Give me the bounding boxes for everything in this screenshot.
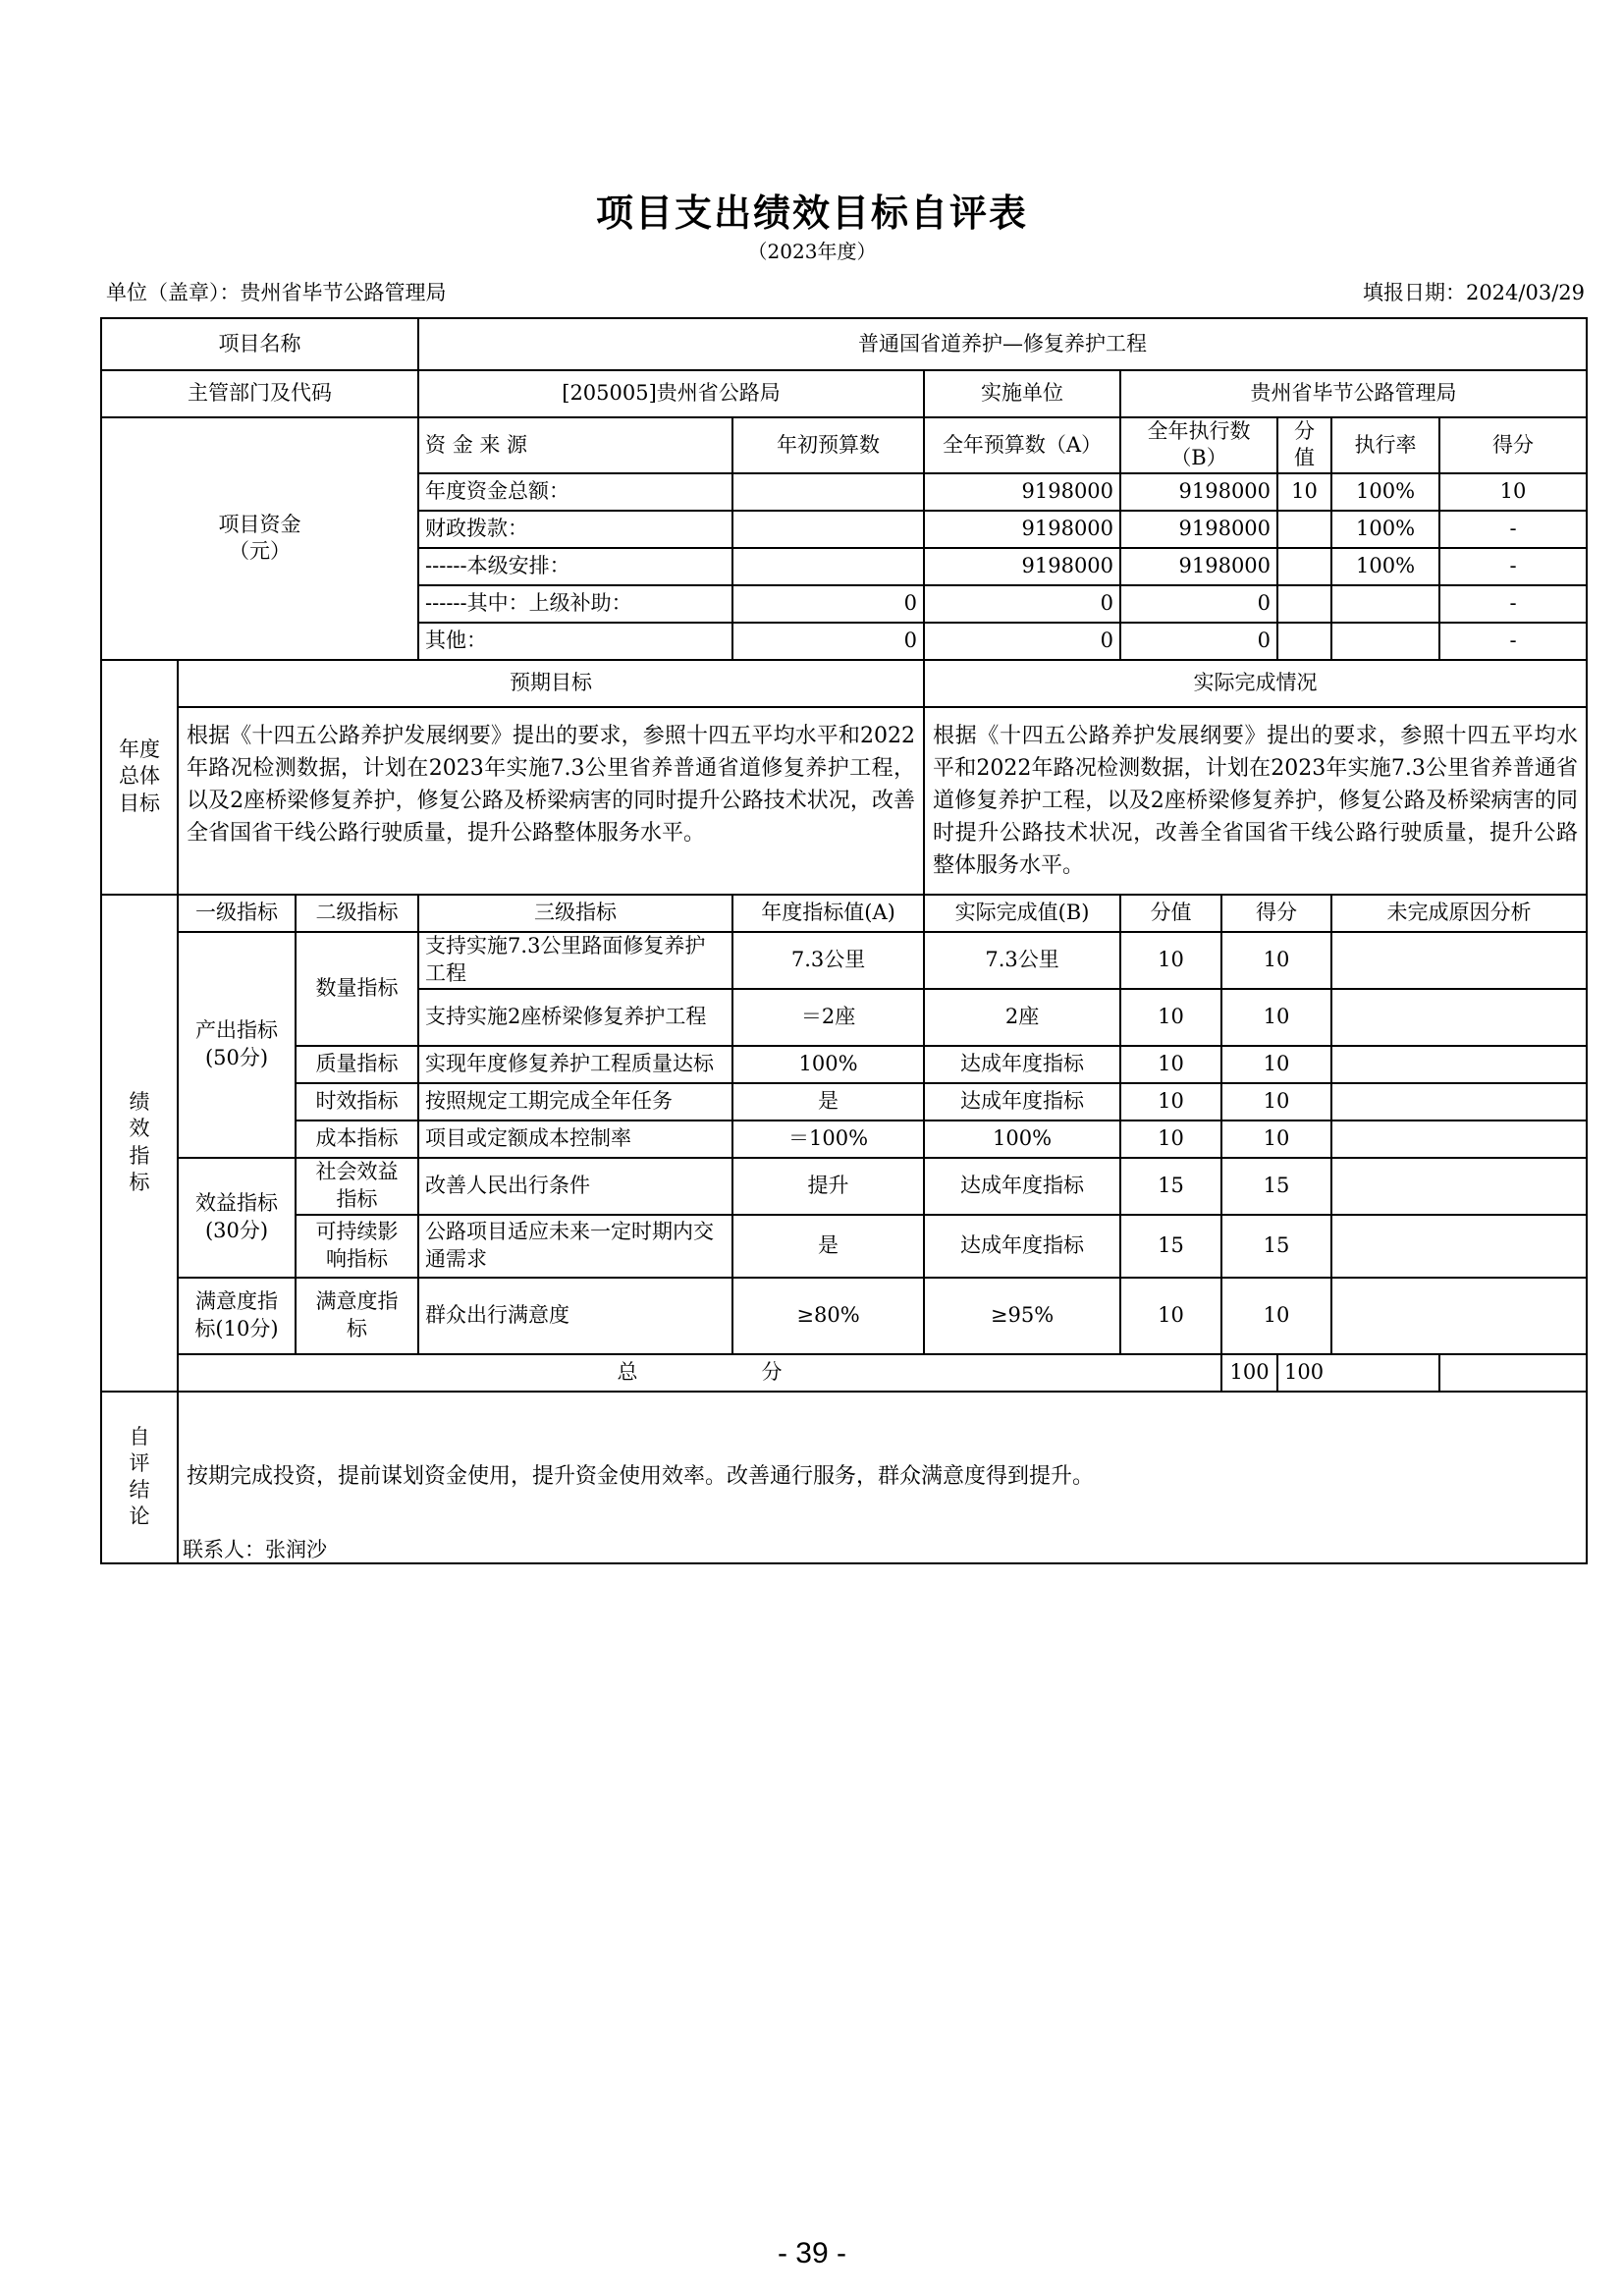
- funds-budget: 9198000: [924, 548, 1120, 585]
- indicator-weight: 10: [1120, 1083, 1221, 1121]
- indicator-row: [101, 1158, 1587, 1215]
- indicator-actual: 达成年度指标: [924, 1046, 1120, 1083]
- indicator-actual: 100%: [924, 1121, 1120, 1158]
- ind-header-level2: 二级指标: [296, 895, 418, 932]
- indicator-score: 10: [1221, 989, 1331, 1046]
- funds-executed: 9198000: [1120, 473, 1277, 511]
- indicator-row: [101, 1278, 1587, 1354]
- indicator-score: 10: [1221, 1121, 1331, 1158]
- indicator-weight: 10: [1120, 932, 1221, 989]
- indicator-target: 7.3公里: [732, 932, 924, 989]
- indicator-reason: [1331, 1046, 1587, 1083]
- indicator-score: 10: [1221, 1046, 1331, 1083]
- funds-header-score: 得分: [1439, 417, 1587, 473]
- indicator-score: 10: [1221, 932, 1331, 989]
- indicator-reason: [1331, 932, 1587, 989]
- ind-header-reason: 未完成原因分析: [1331, 895, 1587, 932]
- level1-output: 产出指标 (50分): [178, 932, 296, 1158]
- total-score: 100: [1277, 1354, 1439, 1392]
- ind-header-weight: 分值: [1120, 895, 1221, 932]
- expected-goal-text: 根据《十四五公路养护发展纲要》提出的要求，参照十四五平均水平和2022年路况检测数据，计划在2023年实施7.3公里省养普通省道修复养护工程，以及2座桥梁修复养护，修复公路及桥梁病害的同时提升公路技术状况，改善全省国省干线公路行驶质量，提升公路整体服务水平。: [178, 707, 924, 895]
- total-label: 总 分: [178, 1354, 1221, 1392]
- ind-header-actual: 实际完成值(B): [924, 895, 1120, 932]
- indicator-row: [101, 1083, 1587, 1121]
- level2-sustainable: 可持续影 响指标: [296, 1215, 418, 1278]
- funds-weight: 10: [1277, 473, 1331, 511]
- indicator-weight: 10: [1120, 1046, 1221, 1083]
- funds-label: 项目资金 （元）: [101, 417, 418, 660]
- funds-rate: [1331, 623, 1439, 660]
- indicator-target: 提升: [732, 1158, 924, 1215]
- funds-header-weight: 分值: [1277, 417, 1331, 473]
- indicator-target: 是: [732, 1215, 924, 1278]
- funds-rate: [1331, 585, 1439, 623]
- indicator-row: [101, 1121, 1587, 1158]
- level2-social: 社会效益 指标: [296, 1158, 418, 1215]
- funds-budget: 0: [924, 585, 1120, 623]
- indicator-score: 15: [1221, 1215, 1331, 1278]
- funds-rate: 100%: [1331, 473, 1439, 511]
- conclusion-label: 自 评 结 论: [101, 1392, 178, 1563]
- funds-source: ------本级安排：: [418, 548, 732, 585]
- report-date: 填报日期：2024/03/29: [1362, 281, 1585, 304]
- funds-weight: [1277, 511, 1331, 548]
- level3-indicator: 支持实施2座桥梁修复养护工程: [418, 989, 732, 1046]
- total-reason: [1439, 1354, 1587, 1392]
- indicator-row: [101, 1215, 1587, 1278]
- funds-score: 10: [1439, 473, 1587, 511]
- funds-budget: 0: [924, 623, 1120, 660]
- funds-score: -: [1439, 585, 1587, 623]
- level1-satisfaction: 满意度指 标(10分): [178, 1278, 296, 1354]
- indicator-score: 15: [1221, 1158, 1331, 1215]
- funds-header-executed: 全年执行数（B）: [1120, 417, 1277, 473]
- dept-value: [205005]贵州省公路局: [418, 370, 924, 417]
- indicator-reason: [1331, 1158, 1587, 1215]
- indicator-weight: 10: [1120, 989, 1221, 1046]
- indicator-target: ≥80%: [732, 1278, 924, 1354]
- funds-initial: 0: [732, 623, 924, 660]
- self-evaluation-table: [100, 317, 1588, 1564]
- indicators-label: 绩 效 指 标: [101, 895, 178, 1392]
- funds-header-source: 资 金 来 源: [418, 417, 732, 473]
- indicator-actual: ≥95%: [924, 1278, 1120, 1354]
- funds-score: -: [1439, 623, 1587, 660]
- funds-rate: 100%: [1331, 548, 1439, 585]
- level3-indicator: 改善人民出行条件: [418, 1158, 732, 1215]
- indicator-weight: 15: [1120, 1158, 1221, 1215]
- funds-executed: 0: [1120, 585, 1277, 623]
- indicator-reason: [1331, 1083, 1587, 1121]
- indicator-actual: 达成年度指标: [924, 1083, 1120, 1121]
- level3-indicator: 实现年度修复养护工程质量达标: [418, 1046, 732, 1083]
- indicator-score: 10: [1221, 1083, 1331, 1121]
- indicator-target: 100%: [732, 1046, 924, 1083]
- ind-header-level3: 三级指标: [418, 895, 732, 932]
- indicator-reason: [1331, 1121, 1587, 1158]
- funds-executed: 9198000: [1120, 511, 1277, 548]
- funds-header-rate: 执行率: [1331, 417, 1439, 473]
- level3-indicator: 项目或定额成本控制率: [418, 1121, 732, 1158]
- project-name-label: 项目名称: [101, 318, 418, 370]
- funds-header-initial: 年初预算数: [732, 417, 924, 473]
- funds-source: 其他：: [418, 623, 732, 660]
- indicator-score: 10: [1221, 1278, 1331, 1354]
- indicator-reason: [1331, 1278, 1587, 1354]
- indicator-reason: [1331, 1215, 1587, 1278]
- funds-executed: 0: [1120, 623, 1277, 660]
- goals-label: 年度 总体 目标: [101, 660, 178, 895]
- funds-weight: [1277, 623, 1331, 660]
- indicator-weight: 15: [1120, 1215, 1221, 1278]
- total-weight: 100: [1221, 1354, 1277, 1392]
- level2-quantity: 数量指标: [296, 932, 418, 1046]
- funds-score: -: [1439, 548, 1587, 585]
- funds-initial: 0: [732, 585, 924, 623]
- indicator-weight: 10: [1120, 1121, 1221, 1158]
- reporting-unit: 单位（盖章）：贵州省毕节公路管理局: [106, 281, 447, 304]
- indicator-row: [101, 1046, 1587, 1083]
- level3-indicator: 公路项目适应未来一定时期内交通需求: [418, 1215, 732, 1278]
- funds-executed: 9198000: [1120, 548, 1277, 585]
- page-title: 项目支出绩效目标自评表: [595, 191, 1028, 235]
- indicator-target: 是: [732, 1083, 924, 1121]
- indicator-target: ＝2座: [732, 989, 924, 1046]
- indicator-target: ＝100%: [732, 1121, 924, 1158]
- level3-indicator: 按照规定工期完成全年任务: [418, 1083, 732, 1121]
- indicator-reason: [1331, 989, 1587, 1046]
- actual-result-label: 实际完成情况: [924, 660, 1587, 707]
- expected-goal-label: 预期目标: [178, 660, 924, 707]
- level2-satisfaction: 满意度指 标: [296, 1278, 418, 1354]
- funds-budget: 9198000: [924, 473, 1120, 511]
- conclusion-text: 按期完成投资，提前谋划资金使用，提升资金使用效率。改善通行服务，群众满意度得到提升。: [178, 1392, 1587, 1563]
- funds-weight: [1277, 585, 1331, 623]
- exec-unit-value: 贵州省毕节公路管理局: [1120, 370, 1587, 417]
- funds-weight: [1277, 548, 1331, 585]
- funds-header-budget: 全年预算数（A）: [924, 417, 1120, 473]
- indicator-actual: 2座: [924, 989, 1120, 1046]
- funds-initial: [732, 511, 924, 548]
- funds-source: 财政拨款：: [418, 511, 732, 548]
- actual-result-text: 根据《十四五公路养护发展纲要》提出的要求，参照十四五平均水平和2022年路况检测数据，计划在2023年实施7.3公里省养普通省道修复养护工程，以及2座桥梁修复养护，修复公路及桥梁病害的同时提升公路技术状况，改善全省国省干线公路行驶质量，提升公路整体服务水平。: [924, 707, 1587, 895]
- level3-indicator: 群众出行满意度: [418, 1278, 732, 1354]
- dept-label: 主管部门及代码: [101, 370, 418, 417]
- project-name: 普通国省道养护—修复养护工程: [418, 318, 1587, 370]
- exec-unit-label: 实施单位: [924, 370, 1120, 417]
- funds-source: ------其中：上级补助：: [418, 585, 732, 623]
- page-number: - 39 -: [777, 2237, 847, 2269]
- funds-rate: 100%: [1331, 511, 1439, 548]
- level1-benefit: 效益指标 (30分): [178, 1158, 296, 1278]
- funds-initial: [732, 548, 924, 585]
- funds-budget: 9198000: [924, 511, 1120, 548]
- ind-header-target: 年度指标值(A): [732, 895, 924, 932]
- level2-cost: 成本指标: [296, 1121, 418, 1158]
- level3-indicator: 支持实施7.3公里路面修复养护工程: [418, 932, 732, 989]
- ind-header-level1: 一级指标: [178, 895, 296, 932]
- indicator-row: [101, 932, 1587, 989]
- level2-quality: 质量指标: [296, 1046, 418, 1083]
- indicator-actual: 达成年度指标: [924, 1215, 1120, 1278]
- report-year: （2023年度）: [747, 240, 877, 263]
- level2-timeliness: 时效指标: [296, 1083, 418, 1121]
- indicator-actual: 7.3公里: [924, 932, 1120, 989]
- indicator-actual: 达成年度指标: [924, 1158, 1120, 1215]
- contact-person: 联系人：张润沙: [183, 1538, 327, 1561]
- indicator-weight: 10: [1120, 1278, 1221, 1354]
- funds-score: -: [1439, 511, 1587, 548]
- funds-source: 年度资金总额：: [418, 473, 732, 511]
- ind-header-score: 得分: [1221, 895, 1331, 932]
- funds-initial: [732, 473, 924, 511]
